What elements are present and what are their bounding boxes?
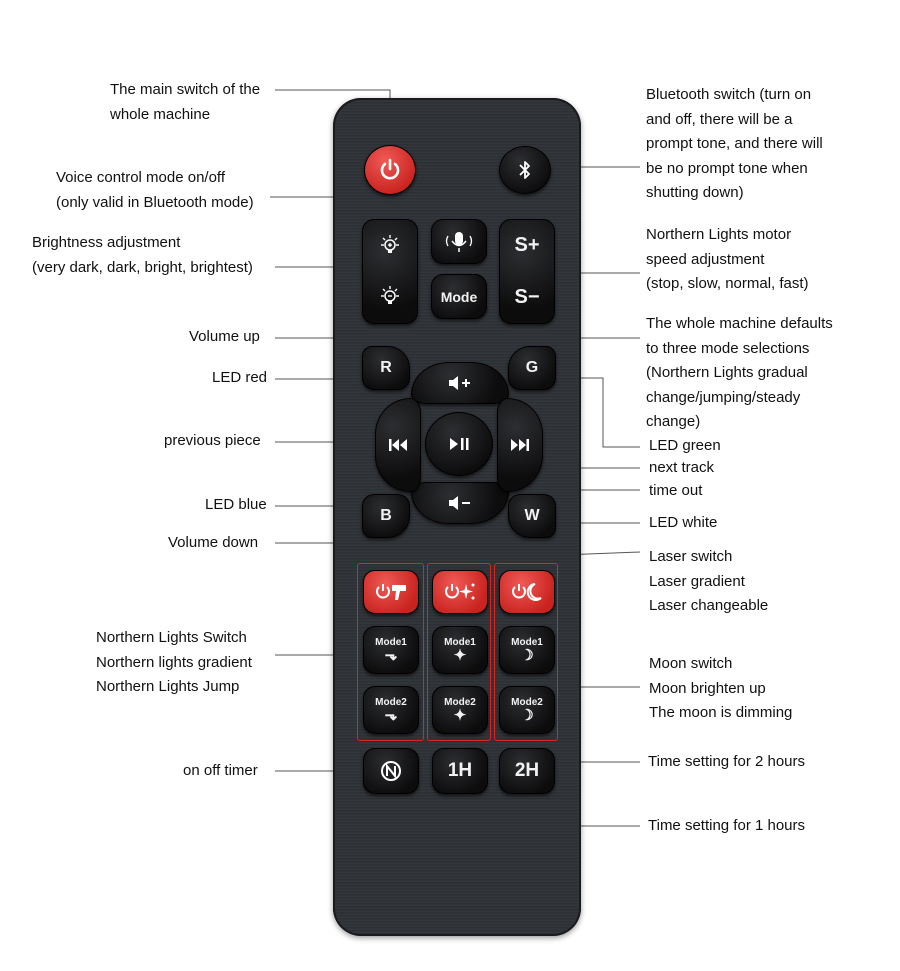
led-green-button[interactable]: G xyxy=(508,346,556,390)
power-moon-icon xyxy=(509,581,545,603)
mode1-label: Mode1 xyxy=(444,637,476,648)
label-northern-lights: Northern Lights Switch Northern lights gradient Northern Lights Jump xyxy=(96,629,252,695)
label-led-white: LED white xyxy=(649,514,718,531)
on-off-timer-button[interactable] xyxy=(363,748,419,794)
projector-icon: ⬎ xyxy=(384,707,398,724)
projector-icon: ⬎ xyxy=(384,647,398,664)
play-pause-button[interactable] xyxy=(425,412,493,476)
label-volume-up: Volume up xyxy=(189,328,260,345)
label-on-off-timer: on off timer xyxy=(183,762,258,779)
led-white-button[interactable]: W xyxy=(508,494,556,538)
power-sparkle-icon xyxy=(442,581,478,603)
volume-up-icon xyxy=(447,374,473,392)
timer-2h-button[interactable]: 2H xyxy=(499,748,555,794)
previous-track-icon xyxy=(387,437,409,453)
northern-lights-gradient-button[interactable] xyxy=(363,626,419,674)
northern-lights-jump-button[interactable] xyxy=(363,686,419,734)
previous-button[interactable] xyxy=(375,398,421,492)
bulb-minus-icon xyxy=(378,285,402,309)
label-previous-piece: previous piece xyxy=(164,432,261,449)
bluetooth-button[interactable] xyxy=(499,146,551,194)
bulb-plus-icon xyxy=(378,234,402,258)
moon-icon: ☽ xyxy=(520,707,534,724)
microphone-icon xyxy=(442,230,476,254)
label-voice-control: Voice control mode on/off (only valid in Bluetooth mode) xyxy=(56,169,254,211)
mode-button[interactable]: Mode xyxy=(431,274,487,319)
label-laser: Laser switch Laser gradient Laser changeable xyxy=(649,548,769,614)
brightness-up-button[interactable] xyxy=(378,223,402,268)
laser-changeable-button[interactable] xyxy=(432,686,488,734)
laser-gradient-button[interactable] xyxy=(432,626,488,674)
label-led-green: LED green xyxy=(649,437,721,454)
play-pause-icon xyxy=(448,436,470,452)
moon-switch-button[interactable] xyxy=(499,570,555,614)
label-next-track: next track xyxy=(649,459,715,476)
laser-switch-button[interactable] xyxy=(432,570,488,614)
moon-dimming-button[interactable] xyxy=(499,686,555,734)
label-timer-1h: Time setting for 1 hours xyxy=(648,817,806,834)
brightness-down-button[interactable] xyxy=(378,275,402,320)
speed-down-button[interactable]: S− xyxy=(514,285,540,308)
brightness-buttons xyxy=(362,219,418,324)
northern-lights-switch-button[interactable] xyxy=(363,570,419,614)
sparkle-icon: ✦ xyxy=(453,707,467,724)
label-brightness: Brightness adjustment (very dark, dark, bright, brightest) xyxy=(32,234,253,276)
speed-buttons xyxy=(499,219,555,324)
label-mode-default: The whole machine defaults to three mode selections (Northern Lights gradual change/jumping/steady change) xyxy=(646,315,833,430)
voice-control-button[interactable] xyxy=(431,219,487,264)
main-power-button[interactable] xyxy=(364,145,416,195)
speed-up-button[interactable]: S+ xyxy=(514,234,540,257)
mode2-label: Mode2 xyxy=(444,697,476,708)
led-blue-button[interactable]: B xyxy=(362,494,410,538)
label-moon: Moon switch Moon brighten up The moon is dimming xyxy=(649,655,793,721)
label-motor-speed: Northern Lights motor speed adjustment (stop, slow, normal, fast) xyxy=(646,226,809,292)
label-timer-2h: Time setting for 2 hours xyxy=(648,753,806,770)
timer-1h-button[interactable]: 1H xyxy=(432,748,488,794)
mode1-label: Mode1 xyxy=(511,637,543,648)
bluetooth-icon xyxy=(516,159,534,181)
moon-brighten-button[interactable] xyxy=(499,626,555,674)
volume-up-button[interactable] xyxy=(411,362,509,404)
mode2-label: Mode2 xyxy=(375,697,407,708)
label-volume-down: Volume down xyxy=(168,534,259,551)
label-led-red: LED red xyxy=(212,369,268,386)
next-track-icon xyxy=(509,437,531,453)
mode1-label: Mode1 xyxy=(375,637,407,648)
label-time-out: time out xyxy=(649,482,703,499)
sparkle-icon: ✦ xyxy=(453,647,467,664)
led-red-button[interactable]: R xyxy=(362,346,410,390)
power-projector-icon xyxy=(373,581,409,603)
label-bluetooth: Bluetooth switch (turn on and off, there will be a prompt tone, and there will be no prompt tone when shutting down) xyxy=(646,86,823,201)
timer-off-icon xyxy=(379,759,403,783)
mode2-label: Mode2 xyxy=(511,697,543,708)
label-led-blue: LED blue xyxy=(205,496,267,513)
label-main-switch: The main switch of the whole machine xyxy=(110,81,261,123)
volume-down-icon xyxy=(447,494,473,512)
moon-icon: ☽ xyxy=(520,647,534,664)
power-icon xyxy=(377,157,403,183)
